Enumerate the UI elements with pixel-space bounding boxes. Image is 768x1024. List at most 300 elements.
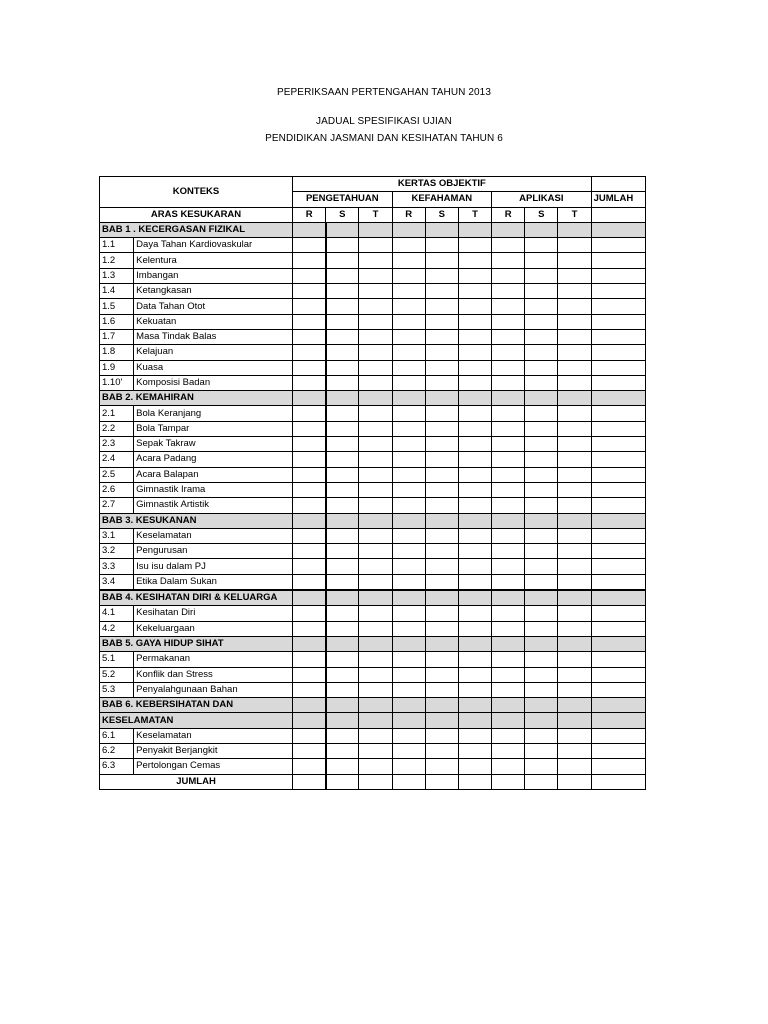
topic-row bbox=[100, 574, 646, 590]
count-cell bbox=[425, 621, 458, 636]
count-cell bbox=[558, 284, 591, 299]
count-cell bbox=[326, 238, 359, 253]
count-cell bbox=[492, 253, 525, 268]
count-cell bbox=[392, 482, 425, 497]
count-cell bbox=[392, 713, 425, 728]
topic-number: 1.6 bbox=[100, 314, 134, 329]
topic-row bbox=[100, 498, 646, 513]
count-cell bbox=[293, 621, 326, 636]
topic-row bbox=[100, 360, 646, 375]
total-cell bbox=[558, 774, 591, 789]
row-total-cell bbox=[591, 698, 645, 713]
count-cell bbox=[326, 375, 359, 390]
count-cell bbox=[525, 698, 558, 713]
topic-number: 1.10' bbox=[100, 375, 134, 390]
count-cell bbox=[359, 314, 392, 329]
count-cell bbox=[425, 528, 458, 543]
count-cell bbox=[525, 513, 558, 528]
total-label: JUMLAH bbox=[100, 774, 293, 789]
count-cell bbox=[293, 528, 326, 543]
count-cell bbox=[425, 467, 458, 482]
count-cell bbox=[525, 452, 558, 467]
level-0: R bbox=[293, 207, 326, 222]
jumlah-column-header: JUMLAH bbox=[591, 192, 645, 207]
count-cell bbox=[458, 728, 491, 743]
count-cell bbox=[458, 682, 491, 697]
count-cell bbox=[525, 253, 558, 268]
count-cell bbox=[359, 759, 392, 774]
level-7: S bbox=[525, 207, 558, 222]
count-cell bbox=[558, 421, 591, 436]
count-cell bbox=[359, 544, 392, 559]
count-cell bbox=[392, 299, 425, 314]
count-cell bbox=[293, 452, 326, 467]
topic-number: 5.1 bbox=[100, 652, 134, 667]
count-cell bbox=[525, 590, 558, 606]
count-cell bbox=[492, 743, 525, 758]
count-cell bbox=[558, 574, 591, 590]
topic-label: Gimnastik Irama bbox=[134, 482, 293, 497]
count-cell bbox=[425, 284, 458, 299]
total-cell bbox=[326, 774, 359, 789]
count-cell bbox=[326, 345, 359, 360]
count-cell bbox=[392, 528, 425, 543]
topic-label: Pertolongan Cemas bbox=[134, 759, 293, 774]
count-cell bbox=[525, 606, 558, 621]
chapter-label: BAB 1 . KECERGASAN FIZIKAL bbox=[100, 222, 293, 237]
count-cell bbox=[458, 698, 491, 713]
topic-label: Permakanan bbox=[134, 652, 293, 667]
count-cell bbox=[425, 406, 458, 421]
count-cell bbox=[293, 421, 326, 436]
count-cell bbox=[392, 375, 425, 390]
count-cell bbox=[326, 590, 359, 606]
count-cell bbox=[525, 360, 558, 375]
row-total-cell bbox=[591, 498, 645, 513]
count-cell bbox=[458, 652, 491, 667]
count-cell bbox=[293, 329, 326, 344]
count-cell bbox=[458, 513, 491, 528]
count-cell bbox=[326, 498, 359, 513]
topic-number: 1.3 bbox=[100, 268, 134, 283]
group-pengetahuan: PENGETAHUAN bbox=[293, 192, 393, 207]
count-cell bbox=[359, 345, 392, 360]
topic-row bbox=[100, 253, 646, 268]
row-total-cell bbox=[591, 421, 645, 436]
count-cell bbox=[392, 467, 425, 482]
count-cell bbox=[425, 299, 458, 314]
topic-number: 3.4 bbox=[100, 574, 134, 590]
count-cell bbox=[492, 713, 525, 728]
count-cell bbox=[425, 682, 458, 697]
count-cell bbox=[492, 559, 525, 574]
row-total-cell bbox=[591, 559, 645, 574]
count-cell bbox=[558, 743, 591, 758]
count-cell bbox=[458, 268, 491, 283]
topic-row bbox=[100, 667, 646, 682]
count-cell bbox=[558, 299, 591, 314]
row-total-cell bbox=[591, 314, 645, 329]
count-cell bbox=[392, 513, 425, 528]
count-cell bbox=[525, 467, 558, 482]
count-cell bbox=[359, 728, 392, 743]
count-cell bbox=[492, 314, 525, 329]
count-cell bbox=[293, 574, 326, 590]
count-cell bbox=[425, 360, 458, 375]
count-cell bbox=[492, 759, 525, 774]
count-cell bbox=[558, 222, 591, 237]
empty-cell bbox=[591, 207, 645, 222]
count-cell bbox=[492, 222, 525, 237]
topic-label: Penyalahgunaan Bahan bbox=[134, 682, 293, 697]
count-cell bbox=[359, 406, 392, 421]
count-cell bbox=[326, 314, 359, 329]
count-cell bbox=[359, 421, 392, 436]
count-cell bbox=[392, 421, 425, 436]
count-cell bbox=[293, 743, 326, 758]
count-cell bbox=[558, 590, 591, 606]
count-cell bbox=[359, 713, 392, 728]
count-cell bbox=[326, 759, 359, 774]
count-cell bbox=[525, 743, 558, 758]
count-cell bbox=[359, 621, 392, 636]
count-cell bbox=[458, 314, 491, 329]
count-cell bbox=[425, 482, 458, 497]
topic-row bbox=[100, 621, 646, 636]
count-cell bbox=[458, 375, 491, 390]
count-cell bbox=[392, 759, 425, 774]
topic-number: 1.2 bbox=[100, 253, 134, 268]
count-cell bbox=[392, 743, 425, 758]
count-cell bbox=[392, 682, 425, 697]
count-cell bbox=[492, 406, 525, 421]
count-cell bbox=[492, 467, 525, 482]
count-cell bbox=[525, 284, 558, 299]
total-cell bbox=[392, 774, 425, 789]
count-cell bbox=[359, 528, 392, 543]
count-cell bbox=[558, 636, 591, 651]
count-cell bbox=[525, 652, 558, 667]
count-cell bbox=[293, 375, 326, 390]
count-cell bbox=[392, 559, 425, 574]
topic-label: Keselamatan bbox=[134, 528, 293, 543]
count-cell bbox=[492, 375, 525, 390]
count-cell bbox=[458, 360, 491, 375]
count-cell bbox=[392, 606, 425, 621]
count-cell bbox=[293, 759, 326, 774]
count-cell bbox=[558, 345, 591, 360]
count-cell bbox=[425, 636, 458, 651]
count-cell bbox=[392, 238, 425, 253]
count-cell bbox=[359, 559, 392, 574]
count-cell bbox=[458, 452, 491, 467]
count-cell bbox=[293, 606, 326, 621]
count-cell bbox=[359, 667, 392, 682]
topic-label: Kesihatan Diri bbox=[134, 606, 293, 621]
group-kefahaman: KEFAHAMAN bbox=[392, 192, 492, 207]
subject-title: PENDIDIKAN JASMANI DAN KESIHATAN TAHUN 6 bbox=[265, 133, 503, 144]
chapter-label: BAB 6. KEBERSIHATAN DAN bbox=[100, 698, 293, 713]
count-cell bbox=[425, 590, 458, 606]
count-cell bbox=[558, 467, 591, 482]
count-cell bbox=[558, 682, 591, 697]
topic-row bbox=[100, 682, 646, 697]
row-total-cell bbox=[591, 743, 645, 758]
count-cell bbox=[492, 621, 525, 636]
count-cell bbox=[326, 284, 359, 299]
count-cell bbox=[458, 345, 491, 360]
level-1: S bbox=[326, 207, 359, 222]
count-cell bbox=[326, 299, 359, 314]
topic-row bbox=[100, 284, 646, 299]
count-cell bbox=[326, 636, 359, 651]
count-cell bbox=[425, 606, 458, 621]
count-cell bbox=[326, 682, 359, 697]
aras-kesukaran-label: ARAS KESUKARAN bbox=[100, 207, 293, 222]
count-cell bbox=[326, 728, 359, 743]
count-cell bbox=[326, 421, 359, 436]
count-cell bbox=[458, 743, 491, 758]
total-row bbox=[100, 774, 646, 789]
topic-number: 2.2 bbox=[100, 421, 134, 436]
count-cell bbox=[425, 452, 458, 467]
count-cell bbox=[458, 482, 491, 497]
count-cell bbox=[558, 713, 591, 728]
count-cell bbox=[392, 329, 425, 344]
count-cell bbox=[425, 329, 458, 344]
total-cell bbox=[458, 774, 491, 789]
empty-cell bbox=[591, 177, 645, 192]
count-cell bbox=[326, 528, 359, 543]
count-cell bbox=[293, 345, 326, 360]
count-cell bbox=[492, 652, 525, 667]
count-cell bbox=[293, 667, 326, 682]
count-cell bbox=[558, 375, 591, 390]
topic-label: Masa Tindak Balas bbox=[134, 329, 293, 344]
count-cell bbox=[359, 238, 392, 253]
topic-row bbox=[100, 238, 646, 253]
topic-row bbox=[100, 375, 646, 390]
count-cell bbox=[392, 728, 425, 743]
count-cell bbox=[525, 528, 558, 543]
count-cell bbox=[326, 667, 359, 682]
topic-label: Kuasa bbox=[134, 360, 293, 375]
row-total-cell bbox=[591, 406, 645, 421]
count-cell bbox=[293, 238, 326, 253]
topic-label: Acara Padang bbox=[134, 452, 293, 467]
count-cell bbox=[558, 728, 591, 743]
count-cell bbox=[293, 268, 326, 283]
count-cell bbox=[359, 284, 392, 299]
count-cell bbox=[359, 482, 392, 497]
topic-number: 2.1 bbox=[100, 406, 134, 421]
count-cell bbox=[458, 329, 491, 344]
topic-row bbox=[100, 528, 646, 543]
topic-number: 2.5 bbox=[100, 467, 134, 482]
count-cell bbox=[392, 544, 425, 559]
count-cell bbox=[492, 513, 525, 528]
count-cell bbox=[458, 253, 491, 268]
count-cell bbox=[392, 437, 425, 452]
topic-number: 5.2 bbox=[100, 667, 134, 682]
count-cell bbox=[492, 698, 525, 713]
topic-number: 2.3 bbox=[100, 437, 134, 452]
count-cell bbox=[392, 498, 425, 513]
row-total-cell bbox=[591, 299, 645, 314]
topic-number: 4.1 bbox=[100, 606, 134, 621]
total-cell bbox=[359, 774, 392, 789]
count-cell bbox=[558, 238, 591, 253]
count-cell bbox=[558, 667, 591, 682]
count-cell bbox=[293, 559, 326, 574]
count-cell bbox=[392, 636, 425, 651]
count-cell bbox=[425, 713, 458, 728]
row-total-cell bbox=[591, 574, 645, 590]
topic-number: 6.1 bbox=[100, 728, 134, 743]
count-cell bbox=[326, 437, 359, 452]
row-total-cell bbox=[591, 544, 645, 559]
count-cell bbox=[392, 222, 425, 237]
count-cell bbox=[458, 544, 491, 559]
count-cell bbox=[458, 391, 491, 406]
topic-row bbox=[100, 437, 646, 452]
row-total-cell bbox=[591, 636, 645, 651]
count-cell bbox=[392, 574, 425, 590]
count-cell bbox=[558, 652, 591, 667]
count-cell bbox=[293, 284, 326, 299]
chapter-row bbox=[100, 513, 646, 528]
count-cell bbox=[525, 498, 558, 513]
count-cell bbox=[458, 406, 491, 421]
row-total-cell bbox=[591, 284, 645, 299]
count-cell bbox=[326, 482, 359, 497]
count-cell bbox=[425, 728, 458, 743]
specification-table bbox=[99, 176, 646, 790]
row-total-cell bbox=[591, 467, 645, 482]
count-cell bbox=[392, 452, 425, 467]
count-cell bbox=[558, 360, 591, 375]
count-cell bbox=[525, 667, 558, 682]
count-cell bbox=[525, 345, 558, 360]
count-cell bbox=[392, 652, 425, 667]
count-cell bbox=[359, 391, 392, 406]
count-cell bbox=[492, 421, 525, 436]
count-cell bbox=[492, 667, 525, 682]
count-cell bbox=[425, 667, 458, 682]
row-total-cell bbox=[591, 360, 645, 375]
topic-row bbox=[100, 345, 646, 360]
count-cell bbox=[326, 713, 359, 728]
exam-title: PEPERIKSAAN PERTENGAHAN TAHUN 2013 bbox=[276, 87, 492, 98]
count-cell bbox=[492, 728, 525, 743]
count-cell bbox=[458, 667, 491, 682]
topic-label: Komposisi Badan bbox=[134, 375, 293, 390]
level-8: T bbox=[558, 207, 591, 222]
count-cell bbox=[326, 391, 359, 406]
count-cell bbox=[492, 590, 525, 606]
count-cell bbox=[425, 437, 458, 452]
row-total-cell bbox=[591, 375, 645, 390]
count-cell bbox=[558, 544, 591, 559]
konteks-header: KONTEKS bbox=[100, 177, 293, 208]
count-cell bbox=[525, 713, 558, 728]
count-cell bbox=[359, 299, 392, 314]
count-cell bbox=[525, 559, 558, 574]
count-cell bbox=[458, 528, 491, 543]
level-2: T bbox=[359, 207, 392, 222]
count-cell bbox=[293, 513, 326, 528]
count-cell bbox=[525, 314, 558, 329]
topic-number: 2.6 bbox=[100, 482, 134, 497]
count-cell bbox=[359, 636, 392, 651]
count-cell bbox=[558, 253, 591, 268]
count-cell bbox=[425, 652, 458, 667]
count-cell bbox=[293, 652, 326, 667]
topic-row bbox=[100, 743, 646, 758]
count-cell bbox=[525, 268, 558, 283]
count-cell bbox=[492, 528, 525, 543]
count-cell bbox=[458, 759, 491, 774]
count-cell bbox=[359, 682, 392, 697]
count-cell bbox=[293, 299, 326, 314]
count-cell bbox=[492, 636, 525, 651]
count-cell bbox=[425, 759, 458, 774]
count-cell bbox=[458, 467, 491, 482]
count-cell bbox=[326, 329, 359, 344]
count-cell bbox=[525, 621, 558, 636]
count-cell bbox=[425, 743, 458, 758]
count-cell bbox=[359, 574, 392, 590]
count-cell bbox=[492, 345, 525, 360]
topic-row bbox=[100, 759, 646, 774]
row-total-cell bbox=[591, 590, 645, 606]
topic-row bbox=[100, 299, 646, 314]
row-total-cell bbox=[591, 345, 645, 360]
row-total-cell bbox=[591, 238, 645, 253]
topic-label: Ketangkasan bbox=[134, 284, 293, 299]
count-cell bbox=[525, 574, 558, 590]
count-cell bbox=[293, 222, 326, 237]
topic-label: Pengurusan bbox=[134, 544, 293, 559]
count-cell bbox=[558, 314, 591, 329]
row-total-cell bbox=[591, 621, 645, 636]
count-cell bbox=[525, 437, 558, 452]
topic-label: Bola Keranjang bbox=[134, 406, 293, 421]
count-cell bbox=[392, 406, 425, 421]
count-cell bbox=[293, 590, 326, 606]
count-cell bbox=[458, 574, 491, 590]
kertas-objektif-header: KERTAS OBJEKTIF bbox=[293, 177, 592, 192]
topic-label: Kekeluargaan bbox=[134, 621, 293, 636]
count-cell bbox=[525, 222, 558, 237]
topic-label: Gimnastik Artistik bbox=[134, 498, 293, 513]
level-4: S bbox=[425, 207, 458, 222]
topic-row bbox=[100, 421, 646, 436]
count-cell bbox=[326, 652, 359, 667]
row-total-cell bbox=[591, 713, 645, 728]
topic-number: 3.2 bbox=[100, 544, 134, 559]
topic-row bbox=[100, 406, 646, 421]
count-cell bbox=[392, 360, 425, 375]
count-cell bbox=[359, 606, 392, 621]
topic-label: Daya Tahan Kardiovaskular bbox=[134, 238, 293, 253]
chapter-label: BAB 5. GAYA HIDUP SIHAT bbox=[100, 636, 293, 651]
row-total-cell bbox=[591, 437, 645, 452]
count-cell bbox=[458, 421, 491, 436]
topic-number: 1.9 bbox=[100, 360, 134, 375]
row-total-cell bbox=[591, 222, 645, 237]
count-cell bbox=[359, 652, 392, 667]
